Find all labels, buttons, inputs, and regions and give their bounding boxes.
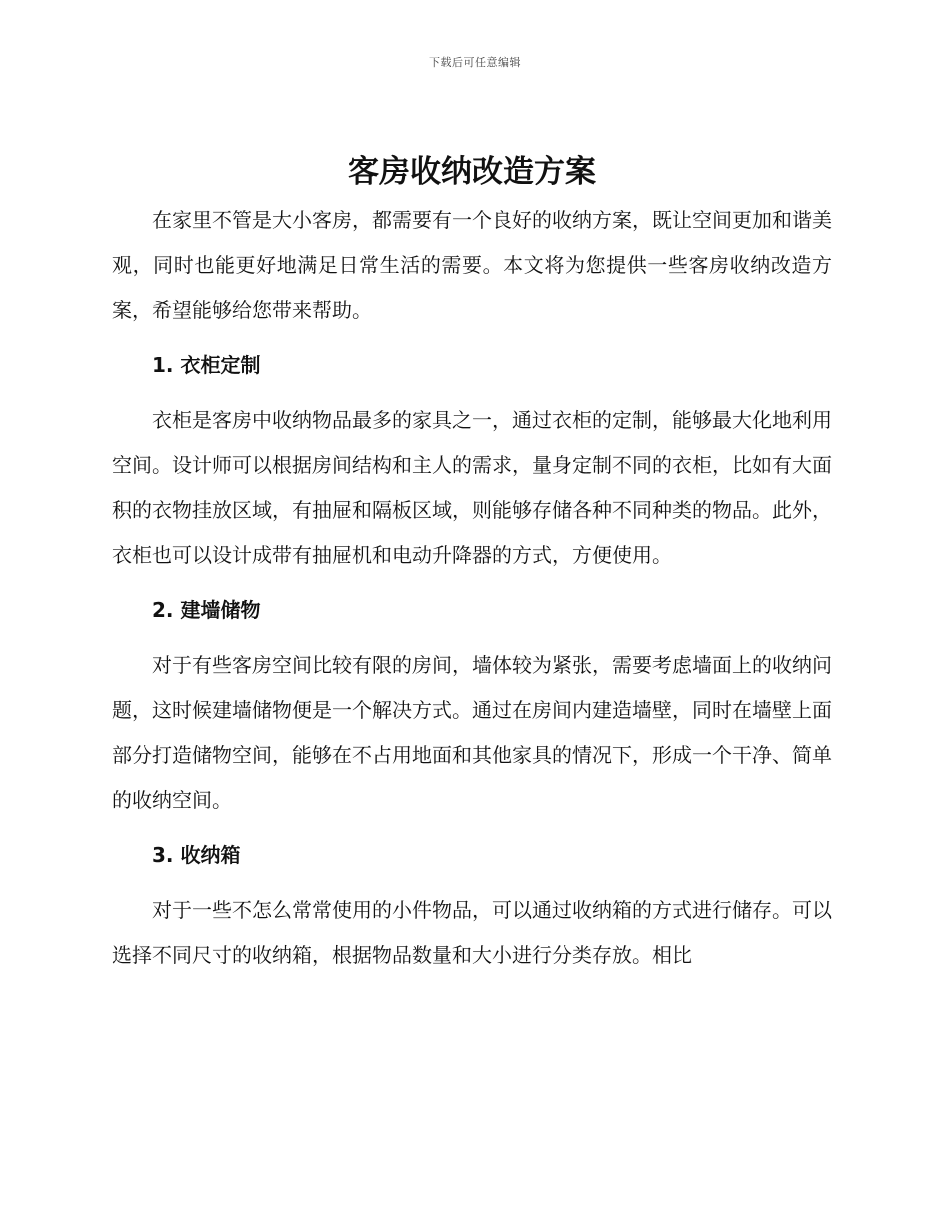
header-note: 下载后可任意编辑 xyxy=(429,56,521,69)
document-title: 客房收纳改造方案 xyxy=(348,154,596,190)
section-body-wardrobe: 衣柜是客房中收纳物品最多的家具之一，通过衣柜的定制，能够最大化地利用空间。设计师可以根据房间结构和主人的需求，量身定制不同的衣柜，比如有大面积的衣物挂放区域，有抽屉和隔板区域，则能够存储各种不同种类的物品。此外，衣柜也可以设计成带有抽屉机和电动升降器的方式，方便使用。 xyxy=(112,408,832,567)
section-heading-storage-box: 3. 收纳箱 xyxy=(152,843,241,867)
section-heading-wall-storage: 2. 建墙储物 xyxy=(152,598,261,622)
section-body-storage-box: 对于一些不怎么常常使用的小件物品，可以通过收纳箱的方式进行储存。可以选择不同尺寸的收纳箱，根据物品数量和大小进行分类存放。相比 xyxy=(112,898,832,967)
intro-paragraph: 在家里不管是大小客房，都需要有一个良好的收纳方案，既让空间更加和谐美观，同时也能更好地满足日常生活的需要。本文将为您提供一些客房收纳改造方案，希望能够给您带来帮助。 xyxy=(112,208,832,322)
section-body-wall-storage: 对于有些客房空间比较有限的房间，墙体较为紧张，需要考虑墙面上的收纳问题，这时候建墙储物便是一个解决方式。通过在房间内建造墙壁，同时在墙壁上面部分打造储物空间，能够在不占用地面和其他家具的情况下，形成一个干净、简单的收纳空间。 xyxy=(112,653,832,812)
document-body xyxy=(112,148,832,978)
section-heading-wardrobe: 1. 衣柜定制 xyxy=(152,353,261,377)
